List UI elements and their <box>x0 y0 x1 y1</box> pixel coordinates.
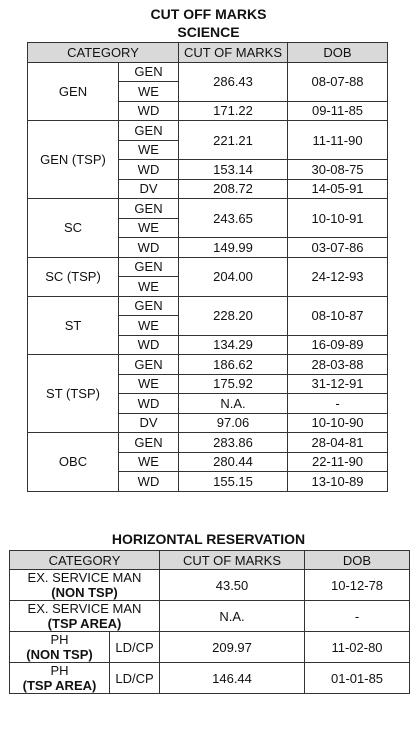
category-cell: GEN <box>28 62 119 121</box>
dob-cell: 30-08-75 <box>288 160 388 180</box>
page-title: CUT OFF MARKS <box>150 6 267 22</box>
header-dob: DOB <box>305 551 410 570</box>
subcategory-cell: GEN <box>119 199 179 219</box>
subcategory-cell: DV <box>119 179 179 199</box>
table-row <box>28 296 388 316</box>
subcategory-cell: WE <box>119 140 179 160</box>
marks-cell: 149.99 <box>179 238 288 258</box>
category-line1: EX. SERVICE MAN <box>27 570 142 585</box>
subcategory-cell: WE <box>119 374 179 394</box>
subcategory-cell: WD <box>119 238 179 258</box>
marks-cell: 155.15 <box>179 472 288 492</box>
subcategory-cell: WD <box>119 472 179 492</box>
marks-cell: 286.43 <box>179 62 288 101</box>
table-row <box>10 663 410 694</box>
category-line2: (TSP AREA) <box>22 678 97 693</box>
table-row <box>28 62 388 82</box>
table-row <box>28 355 388 375</box>
marks-cell: 146.44 <box>160 663 305 694</box>
dob-cell: 28-03-88 <box>288 355 388 375</box>
table-row <box>28 199 388 219</box>
marks-cell: 208.72 <box>179 179 288 199</box>
dob-cell: 08-07-88 <box>288 62 388 101</box>
category-cell: ST <box>28 296 119 355</box>
horizontal-reservation-table <box>9 550 410 694</box>
marks-cell: 97.06 <box>179 413 288 433</box>
dob-cell: 16-09-89 <box>288 335 388 355</box>
header-dob: DOB <box>288 43 388 63</box>
dob-cell: 13-10-89 <box>288 472 388 492</box>
dob-cell: - <box>288 394 388 414</box>
category-line2: (TSP AREA) <box>47 616 122 631</box>
dob-cell: 10-12-78 <box>305 570 410 601</box>
dob-cell: 10-10-90 <box>288 413 388 433</box>
dob-cell: - <box>305 601 410 632</box>
category-cell <box>10 663 110 694</box>
subcategory-cell: WE <box>119 218 179 238</box>
category-cell: ST (TSP) <box>28 355 119 433</box>
dob-cell: 08-10-87 <box>288 296 388 335</box>
category-cell: SC (TSP) <box>28 257 119 296</box>
subcategory-cell: GEN <box>119 355 179 375</box>
marks-cell: 43.50 <box>160 570 305 601</box>
marks-cell: 221.21 <box>179 121 288 160</box>
marks-cell: 280.44 <box>179 452 288 472</box>
category-line1: EX. SERVICE MAN <box>27 601 142 616</box>
marks-cell: 153.14 <box>179 160 288 180</box>
table-header-row <box>10 551 410 570</box>
subcategory-cell: LD/CP <box>110 632 160 663</box>
marks-cell: 228.20 <box>179 296 288 335</box>
section-title-science: SCIENCE <box>177 24 240 40</box>
table-row <box>28 121 388 141</box>
header-marks: CUT OF MARKS <box>179 43 288 63</box>
section-title-horizontal: HORIZONTAL RESERVATION <box>111 531 306 547</box>
dob-cell: 09-11-85 <box>288 101 388 121</box>
subcategory-cell: WE <box>119 452 179 472</box>
dob-cell: 10-10-91 <box>288 199 388 238</box>
table-row <box>10 570 410 601</box>
subcategory-cell: LD/CP <box>110 663 160 694</box>
marks-cell: 171.22 <box>179 101 288 121</box>
subcategory-cell: DV <box>119 413 179 433</box>
dob-cell: 11-11-90 <box>288 121 388 160</box>
marks-cell: 204.00 <box>179 257 288 296</box>
dob-cell: 31-12-91 <box>288 374 388 394</box>
category-cell <box>10 570 160 601</box>
subcategory-cell: WE <box>119 316 179 336</box>
dob-cell: 28-04-81 <box>288 433 388 453</box>
marks-cell: 186.62 <box>179 355 288 375</box>
subcategory-cell: WE <box>119 277 179 297</box>
subcategory-cell: GEN <box>119 257 179 277</box>
marks-cell: N.A. <box>179 394 288 414</box>
dob-cell: 01-01-85 <box>305 663 410 694</box>
category-cell: SC <box>28 199 119 258</box>
table-row <box>28 433 388 453</box>
table-row <box>10 632 410 663</box>
category-line2: (NON TSP) <box>51 585 118 600</box>
subcategory-cell: WD <box>119 394 179 414</box>
table-row <box>10 601 410 632</box>
category-cell <box>10 632 110 663</box>
marks-cell: 175.92 <box>179 374 288 394</box>
subcategory-cell: WD <box>119 160 179 180</box>
dob-cell: 11-02-80 <box>305 632 410 663</box>
category-line1: PH <box>50 663 69 678</box>
category-cell <box>10 601 160 632</box>
marks-cell: 243.65 <box>179 199 288 238</box>
header-category: CATEGORY <box>28 43 179 63</box>
table-header-row <box>28 43 388 63</box>
header-marks: CUT OF MARKS <box>160 551 305 570</box>
marks-cell: 283.86 <box>179 433 288 453</box>
marks-cell: 134.29 <box>179 335 288 355</box>
subcategory-cell: GEN <box>119 296 179 316</box>
subcategory-cell: WE <box>119 82 179 102</box>
marks-cell: N.A. <box>160 601 305 632</box>
science-cutoff-table <box>27 42 388 492</box>
dob-cell: 22-11-90 <box>288 452 388 472</box>
subcategory-cell: WD <box>119 101 179 121</box>
category-line2: (NON TSP) <box>26 647 93 662</box>
category-cell: OBC <box>28 433 119 492</box>
subcategory-cell: GEN <box>119 433 179 453</box>
table-row <box>28 257 388 277</box>
dob-cell: 14-05-91 <box>288 179 388 199</box>
subcategory-cell: GEN <box>119 121 179 141</box>
dob-cell: 03-07-86 <box>288 238 388 258</box>
dob-cell: 24-12-93 <box>288 257 388 296</box>
marks-cell: 209.97 <box>160 632 305 663</box>
category-line1: PH <box>50 632 69 647</box>
category-cell: GEN (TSP) <box>28 121 119 199</box>
subcategory-cell: GEN <box>119 62 179 82</box>
subcategory-cell: WD <box>119 335 179 355</box>
header-category: CATEGORY <box>10 551 160 570</box>
